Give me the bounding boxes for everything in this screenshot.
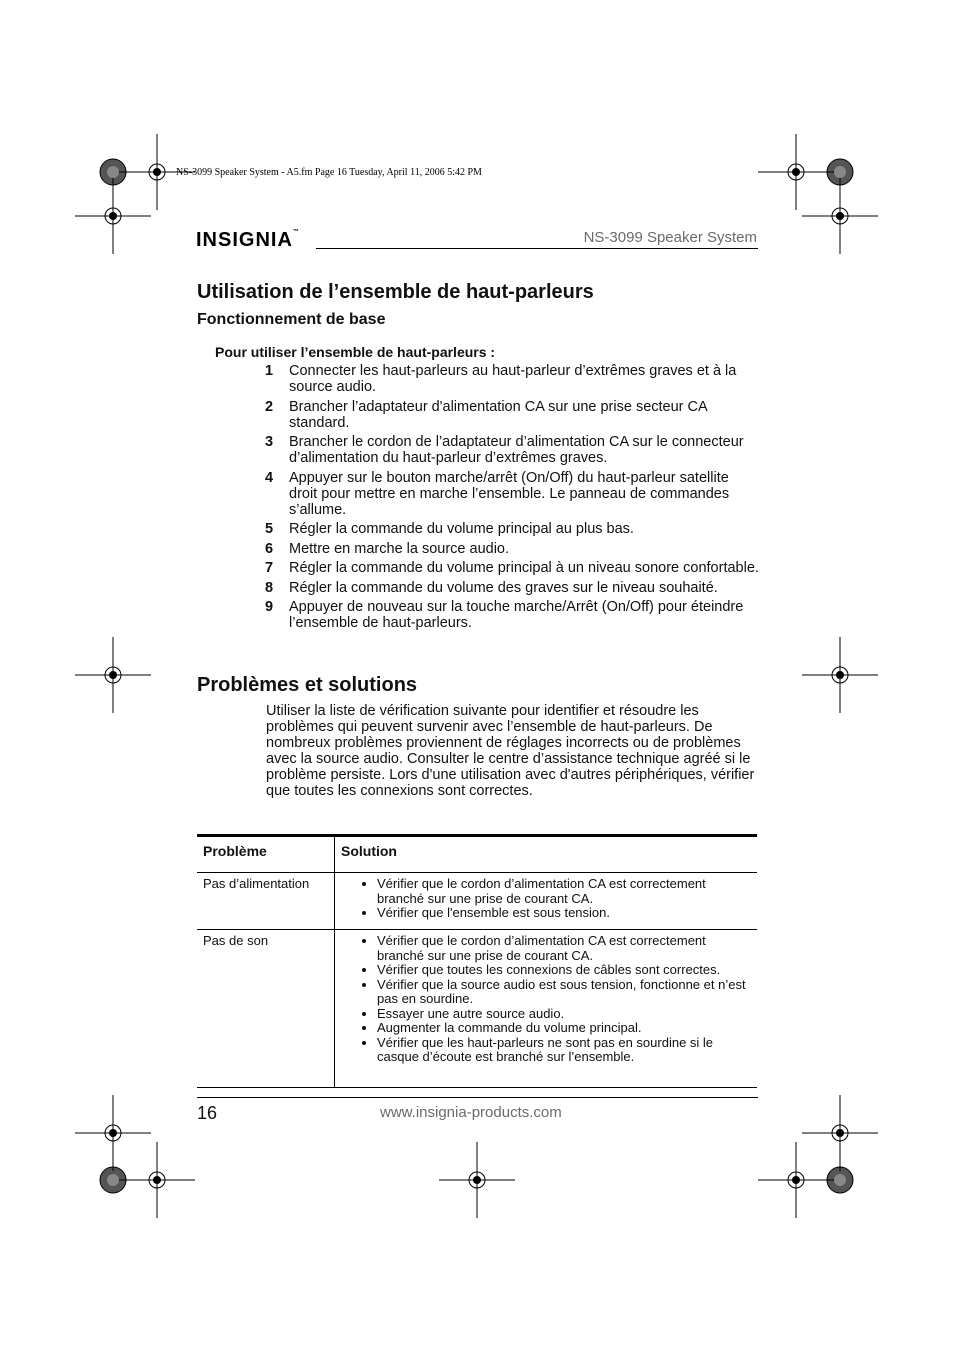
step-text: Régler la commande du volume des graves sur le niveau souhaité.: [289, 579, 718, 596]
print-slug: NS-3099 Speaker System - A5.fm Page 16 Tuesday, April 11, 2006 5:42 PM: [176, 167, 482, 178]
solution-item: • Vérifier que le cordon d’alimentation CA est correctement branché sur une prise de courant CA.: [377, 877, 751, 906]
step-text: Régler la commande du volume principal au plus bas.: [289, 521, 634, 537]
table-header-row: [197, 836, 757, 873]
step-number: 7: [265, 560, 274, 576]
step-number: 5: [265, 521, 274, 537]
solution-list: [341, 877, 751, 921]
step-item: [265, 580, 760, 596]
step-text: Mettre en marche la source audio.: [289, 540, 510, 557]
step-number: 8: [265, 579, 274, 596]
insignia-logo: [196, 229, 300, 252]
step-item: [265, 560, 760, 576]
procedure-title: Pour utiliser l’ensemble de haut-parleurs :: [215, 344, 496, 360]
section1-title: Utilisation de l’ensemble de haut-parleurs: [197, 281, 594, 303]
step-text: Régler la commande du volume principal à un niveau sonore confortable.: [289, 560, 759, 576]
solution-cell: [335, 873, 758, 930]
step-item: [265, 599, 760, 631]
step-number: 9: [265, 599, 274, 615]
step-number: 6: [265, 540, 274, 557]
footer-rule: [197, 1097, 758, 1098]
section1-subtitle: Fonctionnement de base: [197, 311, 386, 328]
solution-item: • Augmenter la commande du volume principal.: [377, 1021, 751, 1036]
solution-item: • Vérifier que les haut-parleurs ne sont pas en sourdine si le casque d’écoute est branché sur l’ensemble.: [377, 1036, 751, 1065]
logo-text: INSIGNIA: [196, 229, 293, 251]
section2-title: Problèmes et solutions: [197, 674, 418, 696]
step-item: [265, 521, 760, 537]
step-text: Brancher l’adaptateur d'alimentation CA sur une prise secteur CA standard.: [289, 398, 707, 431]
column-header-solution: Solution: [335, 836, 758, 873]
step-text: Brancher le cordon de l’adaptateur d’alimentation CA sur le connecteur d’alimentation du haut-parleur d’extrêmes graves.: [289, 434, 744, 466]
solution-item: • Vérifier que l'ensemble est sous tension.: [377, 906, 751, 921]
step-text: Appuyer de nouveau sur la touche marche/Arrêt (On/Off) pour éteindre l’ensemble de haut-parleurs.: [289, 599, 744, 631]
step-number: 3: [265, 434, 274, 450]
header-rule: [316, 248, 758, 249]
step-number: 4: [265, 469, 274, 486]
solution-item: • Essayer une autre source audio.: [377, 1007, 751, 1022]
step-text: Appuyer sur le bouton marche/arrêt (On/Off) du haut-parleur satellite droit pour mettre en marche l’ensemble. Le panneau de commandes s’allume.: [289, 469, 730, 518]
page-number: 16: [197, 1103, 218, 1123]
step-number: 2: [265, 398, 274, 415]
step-item: [265, 434, 760, 466]
solution-cell: [335, 930, 758, 1088]
troubleshooting-intro: Utiliser la liste de vérification suivante pour identifier et résoudre les problèmes qui peuvent survenir avec l’ensemble de haut-parleurs. De nombreux problèmes proviennent de réglages incorrects ou de problèmes avec la source audio. Consulter le centre d’assistance technique agréé si le problème persiste. Lors d'une utilisation avec d'autres périphériques, vérifier que toutes les connexions sont correctes.: [266, 703, 755, 799]
solution-item: • Vérifier que le cordon d’alimentation CA est correctement branché sur une prise de courant CA.: [377, 934, 751, 963]
step-item: [265, 541, 760, 557]
table-row: [197, 930, 757, 1088]
table-row: [197, 873, 757, 930]
solution-list: [341, 934, 751, 1065]
column-header-problem: Problème: [197, 836, 335, 873]
problem-cell: Pas d’alimentation: [197, 873, 335, 930]
step-number: 1: [265, 363, 274, 379]
step-item: [265, 399, 760, 431]
step-item: [265, 470, 760, 518]
solution-item: • Vérifier que toutes les connexions de câbles sont correctes.: [377, 963, 751, 978]
product-name: NS-3099 Speaker System: [583, 229, 757, 246]
steps-list: [265, 363, 760, 635]
troubleshooting-table: [197, 834, 757, 1088]
logo-trademark: ™: [292, 229, 300, 235]
step-item: [265, 363, 760, 395]
solution-item: • Vérifier que la source audio est sous tension, fonctionne et n’est pas en sourdine.: [377, 978, 751, 1007]
problem-cell: Pas de son: [197, 930, 335, 1088]
footer-url[interactable]: www.insignia-products.com: [380, 1104, 562, 1121]
step-text: Connecter les haut-parleurs au haut-parleur d’extrêmes graves et à la source audio.: [289, 363, 737, 395]
